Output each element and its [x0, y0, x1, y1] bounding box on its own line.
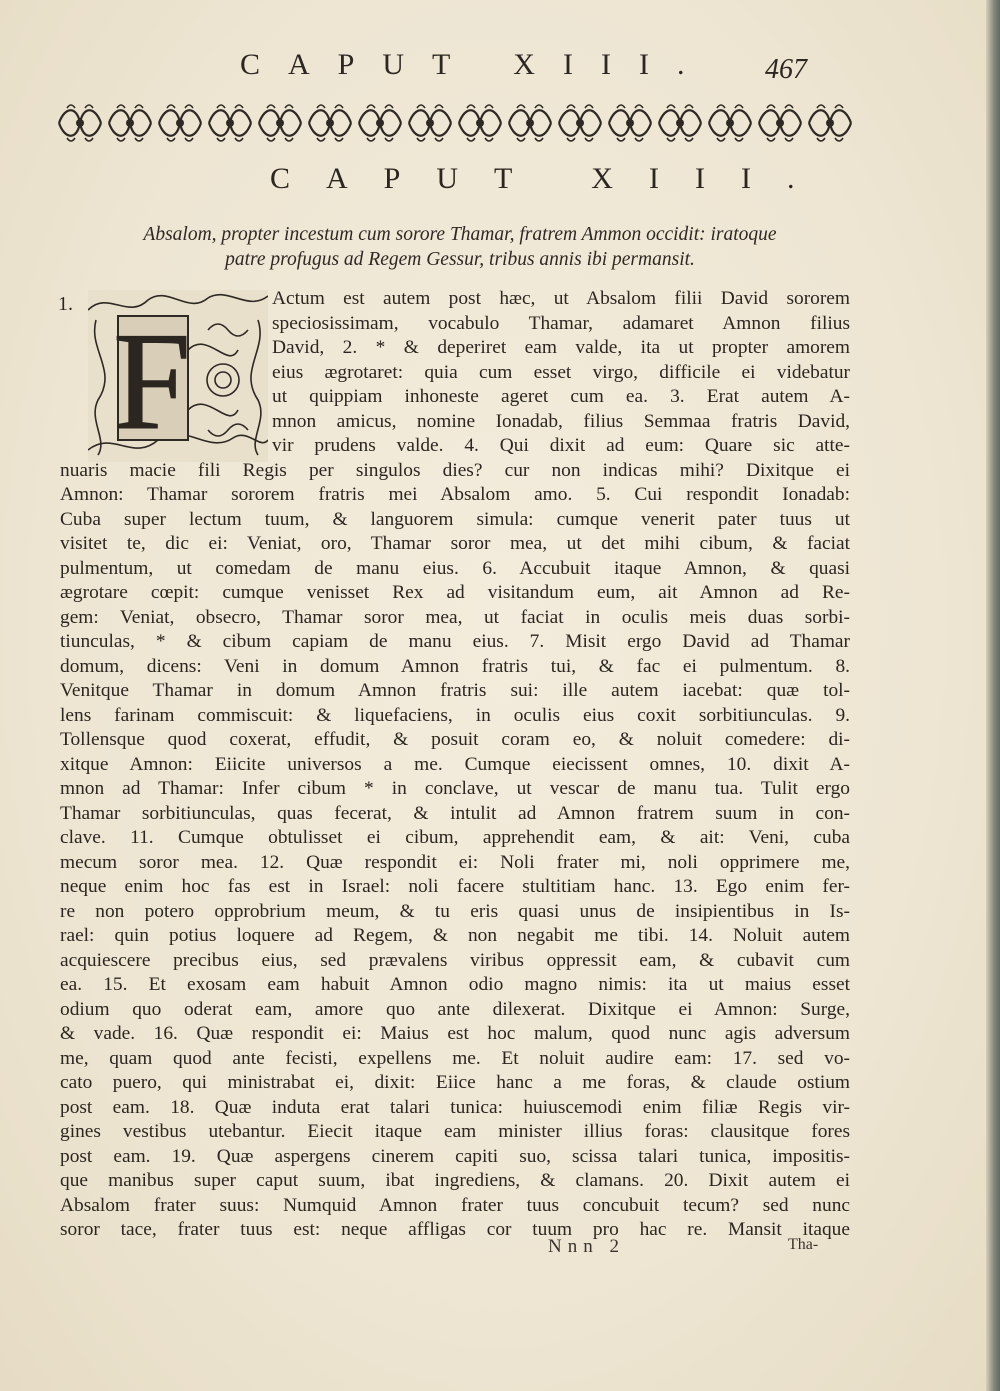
- text-line: xitque Amnon: Eiicite universos a me. Cumque eiecissent omnes, 10. dixit A-: [60, 753, 850, 775]
- chapter-title: CAPUT XIII.: [270, 162, 831, 195]
- text-line: Cuba super lectum tuum, & languorem simula: cumque venerit pater tuus ut: [60, 508, 850, 530]
- page-footer: [0, 1236, 1000, 1266]
- text-line: odium quo oderat eam, amore quo ante dilexerat. Dixitque ei Amnon: Surge,: [60, 998, 850, 1020]
- body-text: [60, 287, 850, 1243]
- chapter-summary: [60, 222, 860, 272]
- verse-marker: 1.: [58, 293, 73, 315]
- text-line: Venitque Thamar in domum Amnon fratris sui: ille autem iacebat: quæ tol-: [60, 680, 850, 701]
- ornamental-headband: [55, 100, 855, 146]
- text-line: neque enim hoc fas est in Israel: noli facere stultitiam hanc. 13. Ego enim fer-: [60, 876, 850, 897]
- text-line: mecum soror mea. 12. Quæ respondit ei: Noli frater mi, noli opprimere me,: [60, 851, 850, 873]
- text-line: David, 2. * & deperiret eam valde, ita ut propter amorem: [272, 337, 850, 358]
- text-line: post eam. 19. Quæ aspergens cinerem capiti suo, scissa talari tunica, impositis-: [60, 1145, 850, 1167]
- running-title: CAPUT XIII.: [240, 48, 713, 81]
- summary-line: patre profugus ad Regem Gessur, tribus annis ibi permansit.: [225, 249, 695, 270]
- text-line: Tollensque quod coxerat, effudit, & posuit coram eo, & noluit comedere: di-: [60, 729, 850, 750]
- text-line: tiunculas, * & cibum capiam de manu eius. 7. Misit ergo David ad Thamar: [60, 631, 850, 652]
- text-line: & vade. 16. Quæ respondit ei: Maius est hoc malum, quod nunc agis adversum: [60, 1023, 850, 1044]
- text-line: Actum est autem post hæc, ut Absalom filii David sororem: [272, 288, 850, 309]
- summary-line: Absalom, propter incestum cum sorore Thamar, fratrem Ammon occidit: iratoque: [143, 224, 777, 245]
- text-line: gem: Veniat, obsecro, Thamar soror mea, ut faciat in oculis meis duas sorbi-: [60, 606, 850, 628]
- text-line: mnon ad Thamar: Infer cibum * in conclave, ut vescar de manu tua. Tulit ergo: [60, 778, 850, 799]
- text-line: ea. 15. Et exosam eam habuit Amnon odio magno nimis: ita ut maius esset: [60, 974, 850, 995]
- text-line: ut quippiam inhoneste ageret cum ea. 3. Erat autem A-: [272, 386, 850, 407]
- text-line: Amnon: Thamar sororem fratris mei Absalom amo. 5. Cui respondit Ionadab:: [60, 484, 850, 505]
- text-line: Thamar sorbitiunculas, quas fecerat, & intulit ad Amnon fratrem suum in con-: [60, 802, 850, 824]
- text-line: Absalom frater suus: Numquid Amnon frater tuus concubuit tecum? sed nunc: [60, 1194, 850, 1216]
- text-line: me, quam quod ante fecisti, expellens me. Et noluit audire eam: 17. sed vo-: [60, 1047, 850, 1069]
- text-line: acquiescere precibus eius, sed prævalens viribus oppressit eam, & cubavit cum: [60, 949, 850, 971]
- text-line: rael: quin potius loquere ad Regem, & non negabit me tibi. 14. Noluit autem: [60, 925, 850, 946]
- text-line: mnon amicus, nomine Ionadab, filius Semmaa fratris David,: [272, 410, 850, 432]
- text-line: visitet te, dic ei: Veniat, oro, Thamar soror mea, ut det mihi cibum, & faciat: [60, 533, 850, 554]
- catchword: Tha-: [788, 1236, 819, 1253]
- text-line: post eam. 18. Quæ induta erat talari tunica: huiuscemodi enim filiæ Regis vir-: [60, 1096, 850, 1118]
- running-head: [0, 48, 1000, 88]
- text-line: eius ægrotaret: quia cum esset virgo, difficile ei videbatur: [272, 361, 850, 383]
- page-number: 467: [765, 54, 807, 85]
- text-line: gines vestibus utebantur. Eiecit itaque eam minister illius foras: clausitque fores: [60, 1121, 850, 1142]
- signature-mark: Nnn 2: [548, 1236, 625, 1257]
- text-line: lens farinam commiscuit: & liquefaciens, in oculis eius coxit sorbitiunculas. 9.: [60, 704, 850, 726]
- text-line: pulmentum, ut comedam de manu eius. 6. Accubuit itaque Amnon, & quasi: [60, 557, 850, 579]
- text-line: que manibus super caput suum, ibat ingrediens, & clamans. 20. Dixit autem ei: [60, 1170, 850, 1191]
- page-edge-shadow: [986, 0, 1000, 1391]
- text-line: vir prudens valde. 4. Qui dixit ad eum: Quare sic atte-: [272, 435, 850, 456]
- text-line: speciosissimam, vocabulo Thamar, adamaret Amnon filius: [272, 312, 850, 334]
- text-line: cato puero, qui ministrabat ei, dixit: Eiice hanc a me foras, & claude ostium: [60, 1072, 850, 1093]
- text-line: soror tace, frater tuus est: neque affligas cor tuum pro hac re. Mansit itaque: [60, 1219, 850, 1240]
- text-line: ægrotare cœpit: cumque venisset Rex ad visitandum eum, ait Amnon ad Re-: [60, 582, 850, 603]
- text-line: nuaris macie fili Regis per singulos dies? cur non indicas mihi? Dixitque ei: [60, 459, 850, 481]
- text-line: domum, dicens: Veni in domum Amnon fratris tui, & fac ei pulmentum. 8.: [60, 655, 850, 677]
- text-line: clave. 11. Cumque obtulisset ei cibum, apprehendit eam, & ait: Veni, cuba: [60, 827, 850, 848]
- initial-letter: F: [113, 304, 191, 459]
- text-line: re non potero opprobrium meum, & tu eris quasi unus de insipientibus in Is-: [60, 900, 850, 922]
